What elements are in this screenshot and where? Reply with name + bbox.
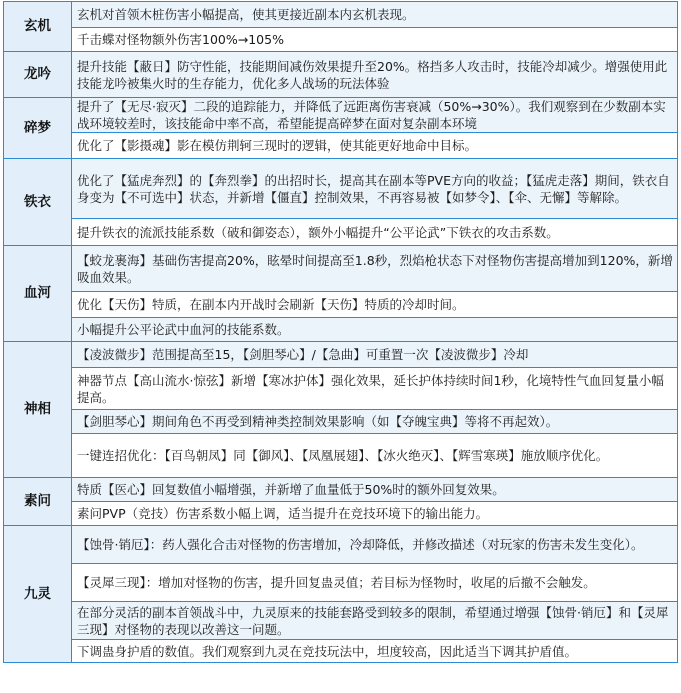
change-entry: 【蚀骨·销厄】：药人强化合击对怪物的伤害增加，冷却降低，并修改描述（对玩家的伤害未发生变化）。 [72, 526, 678, 564]
change-entry: 特质【医心】回复数值小幅增强，并新增了血量低于50%时的额外回复效果。 [72, 478, 678, 502]
school-name: 九灵 [4, 526, 72, 663]
change-entry: 提升技能【蔽日】防守性能，技能期间减伤效果提升至20%。格挡多人攻击时，技能冷却减少。增强使用此技能龙吟被集火时的生存能力，优化多人战场的玩法体验 [72, 52, 678, 98]
change-entry: 提升铁衣的流派技能系数（破和御姿态），额外小幅提升“公平论武”下铁衣的攻击系数。 [72, 219, 678, 246]
change-entry: 优化【天伤】特质，在副本内开战时会刷新【天伤】特质的冷却时间。 [72, 292, 678, 318]
table-row [4, 28, 678, 52]
school-name: 神相 [4, 342, 72, 478]
table-row [4, 219, 678, 246]
table-row [4, 342, 678, 368]
table-row [4, 502, 678, 526]
change-entry: 【灵犀三现】：增加对怪物的伤害，提升回复蛊灵值；若目标为怪物时，收尾的后撤不会触发。 [72, 564, 678, 602]
school-name: 铁衣 [4, 159, 72, 246]
change-entry: 下调蛊身护盾的数值。我们观察到九灵在竞技玩法中，坦度较高，因此适当下调其护盾值。 [72, 640, 678, 663]
change-entry: 千击蝶对怪物额外伤害100%→105% [72, 28, 678, 52]
change-entry: 【蛟龙裹海】基础伤害提高20%，眩晕时间提高至1.8秒，烈焰枪状态下对怪物伤害提高增加到120%，新增吸血效果。 [72, 246, 678, 292]
table-row [4, 602, 678, 640]
change-entry: 小幅提升公平论武中血河的技能系数。 [72, 318, 678, 342]
table-row [4, 526, 678, 564]
school-name: 血河 [4, 246, 72, 342]
change-entry: 素问PVP（竞技）伤害系数小幅上调，适当提升在竞技环境下的输出能力。 [72, 502, 678, 526]
table-row [4, 246, 678, 292]
change-entry: 神器节点【高山流水·惊弦】新增【寒冰护体】强化效果，延长护体持续时间1秒，化境特性气血回复量小幅提高。 [72, 368, 678, 410]
change-entry: 提升了【无尽·寂灭】二段的追踪能力，并降低了远距离伤害衰减（50%→30%）。我们观察到在少数副本实战环境较差时，该技能命中率不高，希望能提高碎梦在面对复杂副本环境 [72, 98, 678, 133]
change-entry: 一键连招优化：【百鸟朝凤】同【御风】、【凤凰展翅】、【冰火绝灭】、【辉雪寒瑛】施放顺序优化。 [72, 434, 678, 478]
table-row [4, 640, 678, 663]
change-entry: 【剑胆琴心】期间角色不再受到精神类控制效果影响（如【夺魄宝典】等将不再起效）。 [72, 410, 678, 434]
table-row [4, 368, 678, 410]
table-row [4, 2, 678, 28]
school-name: 龙吟 [4, 52, 72, 98]
table-row [4, 159, 678, 219]
change-entry: 【凌波微步】范围提高至15，【剑胆琴心】/【急曲】可重置一次【凌波微步】冷却 [72, 342, 678, 368]
table-row [4, 52, 678, 98]
table-row [4, 318, 678, 342]
table-row [4, 292, 678, 318]
table-row [4, 564, 678, 602]
table-row [4, 133, 678, 159]
change-entry: 在部分灵活的副本首领战斗中，九灵原来的技能套路受到较多的限制，希望通过增强【蚀骨·销厄】和【灵犀三现】对怪物的表现以改善这一问题。 [72, 602, 678, 640]
school-name: 玄机 [4, 2, 72, 52]
table-row [4, 410, 678, 434]
patch-notes-body [4, 2, 678, 663]
change-entry: 优化了【猛虎奔烈】的【奔烈拳】的出招时长，提高其在副本等PVE方向的收益；【猛虎走落】期间，铁衣自身变为【不可选中】状态，并新增【僵直】控制效果，不再容易被【如梦令】、【伞、无懈】等解除。 [72, 159, 678, 219]
patch-notes-table [3, 1, 678, 663]
table-row [4, 434, 678, 478]
school-name: 素问 [4, 478, 72, 526]
school-name: 碎梦 [4, 98, 72, 159]
table-row [4, 478, 678, 502]
change-entry: 优化了【影摄魂】影在模仿荆轲三现时的逻辑，使其能更好地命中目标。 [72, 133, 678, 159]
table-row [4, 98, 678, 133]
change-entry: 玄机对首领木桩伤害小幅提高，使其更接近副本内玄机表现。 [72, 2, 678, 28]
